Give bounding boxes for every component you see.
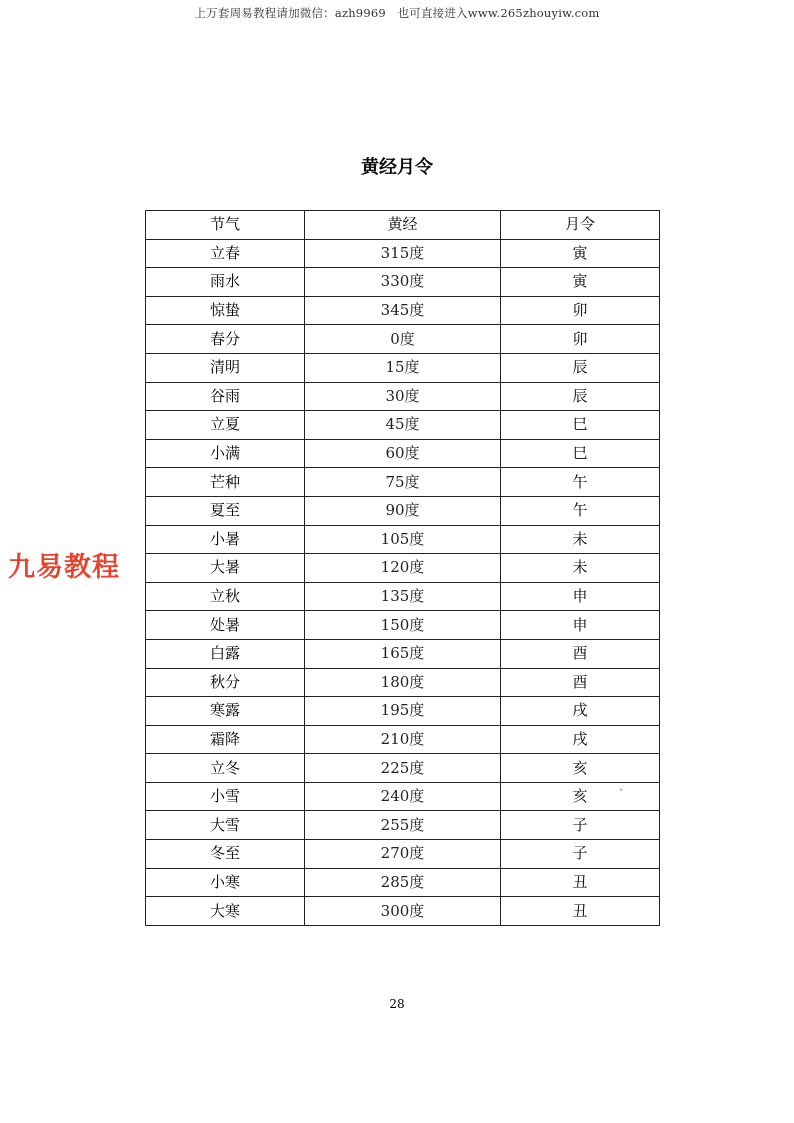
ecliptic-longitude-cell: 150度 — [305, 611, 501, 640]
month-branch-cell: 寅 — [501, 239, 660, 268]
table-row — [146, 382, 660, 411]
month-branch-cell: 申 — [501, 582, 660, 611]
table-row — [146, 239, 660, 268]
ecliptic-longitude-cell: 135度 — [305, 582, 501, 611]
table-row — [146, 668, 660, 697]
solar-term-cell: 小寒 — [146, 868, 305, 897]
month-branch-cell: 子 — [501, 811, 660, 840]
table-row — [146, 611, 660, 640]
table-row — [146, 439, 660, 468]
table-row — [146, 754, 660, 783]
table-row — [146, 296, 660, 325]
table-row — [146, 697, 660, 726]
month-branch-cell: 亥 — [501, 782, 660, 811]
month-branch-cell: 酉 — [501, 639, 660, 668]
table-row — [146, 268, 660, 297]
table-row — [146, 897, 660, 926]
solar-term-cell: 冬至 — [146, 840, 305, 869]
solar-term-cell: 立夏 — [146, 411, 305, 440]
ecliptic-longitude-cell: 0度 — [305, 325, 501, 354]
ecliptic-longitude-cell: 225度 — [305, 754, 501, 783]
month-branch-cell: 午 — [501, 468, 660, 497]
month-branch-cell: 亥 — [501, 754, 660, 783]
ecliptic-longitude-cell: 255度 — [305, 811, 501, 840]
solar-term-cell: 白露 — [146, 639, 305, 668]
page-header: 上万套周易教程请加微信：azh9969 也可直接进入www.265zhouyiw.com — [194, 6, 600, 20]
table-row — [146, 468, 660, 497]
solar-term-cell: 立秋 — [146, 582, 305, 611]
table-row — [146, 725, 660, 754]
document-title: 黄经月令 — [361, 157, 433, 178]
ecliptic-longitude-cell: 285度 — [305, 868, 501, 897]
solar-term-cell: 处暑 — [146, 611, 305, 640]
month-branch-cell: 巳 — [501, 439, 660, 468]
solar-term-cell: 清明 — [146, 353, 305, 382]
solar-term-cell: 芒种 — [146, 468, 305, 497]
month-branch-cell: 丑 — [501, 868, 660, 897]
table-row — [146, 353, 660, 382]
month-branch-cell: 未 — [501, 554, 660, 583]
table-row — [146, 782, 660, 811]
solar-term-cell: 惊蛰 — [146, 296, 305, 325]
column-header-month-branch: 月令 — [501, 211, 660, 240]
table-row — [146, 525, 660, 554]
table-body — [146, 239, 660, 925]
solar-term-cell: 大暑 — [146, 554, 305, 583]
solar-term-cell: 霜降 — [146, 725, 305, 754]
ecliptic-longitude-cell: 45度 — [305, 411, 501, 440]
solar-term-cell: 立春 — [146, 239, 305, 268]
table-row — [146, 554, 660, 583]
solar-term-cell: 立冬 — [146, 754, 305, 783]
solar-term-cell: 秋分 — [146, 668, 305, 697]
solar-term-cell: 大寒 — [146, 897, 305, 926]
table-row — [146, 811, 660, 840]
column-header-ecliptic-longitude: 黄经 — [305, 211, 501, 240]
table-row — [146, 496, 660, 525]
solar-term-cell: 小暑 — [146, 525, 305, 554]
ecliptic-longitude-cell: 330度 — [305, 268, 501, 297]
month-branch-cell: 戌 — [501, 725, 660, 754]
column-header-solar-term: 节气 — [146, 211, 305, 240]
table-row — [146, 582, 660, 611]
month-branch-cell: 午 — [501, 496, 660, 525]
solar-term-cell: 雨水 — [146, 268, 305, 297]
ecliptic-longitude-cell: 165度 — [305, 639, 501, 668]
month-branch-cell: 辰 — [501, 382, 660, 411]
ecliptic-longitude-cell: 120度 — [305, 554, 501, 583]
table-row — [146, 840, 660, 869]
month-branch-cell: 子 — [501, 840, 660, 869]
month-branch-cell: 辰 — [501, 353, 660, 382]
solar-term-cell: 夏至 — [146, 496, 305, 525]
month-branch-cell: 巳 — [501, 411, 660, 440]
ecliptic-longitude-cell: 15度 — [305, 353, 501, 382]
ecliptic-longitude-cell: 270度 — [305, 840, 501, 869]
month-branch-cell: 寅 — [501, 268, 660, 297]
solar-term-cell: 寒露 — [146, 697, 305, 726]
solar-term-cell: 春分 — [146, 325, 305, 354]
table-header-row — [146, 211, 660, 240]
ecliptic-longitude-cell: 30度 — [305, 382, 501, 411]
watermark-logo: 九易教程 — [8, 552, 120, 583]
month-branch-cell: 丑 — [501, 897, 660, 926]
month-branch-cell: 卯 — [501, 325, 660, 354]
month-branch-cell: 申 — [501, 611, 660, 640]
ecliptic-longitude-cell: 75度 — [305, 468, 501, 497]
table-row — [146, 411, 660, 440]
page-number: 28 — [389, 997, 405, 1011]
ecliptic-longitude-cell: 90度 — [305, 496, 501, 525]
ecliptic-longitude-cell: 345度 — [305, 296, 501, 325]
ecliptic-longitude-cell: 195度 — [305, 697, 501, 726]
solar-terms-table — [145, 210, 660, 926]
table-row — [146, 639, 660, 668]
table-row — [146, 868, 660, 897]
month-branch-cell: 酉 — [501, 668, 660, 697]
ecliptic-longitude-cell: 60度 — [305, 439, 501, 468]
ecliptic-longitude-cell: 300度 — [305, 897, 501, 926]
table-row — [146, 325, 660, 354]
solar-term-cell: 小满 — [146, 439, 305, 468]
month-branch-cell: 卯 — [501, 296, 660, 325]
ecliptic-longitude-cell: 180度 — [305, 668, 501, 697]
solar-term-cell: 小雪 — [146, 782, 305, 811]
ecliptic-longitude-cell: 240度 — [305, 782, 501, 811]
ecliptic-longitude-cell: 315度 — [305, 239, 501, 268]
month-branch-cell: 戌 — [501, 697, 660, 726]
ecliptic-longitude-cell: 105度 — [305, 525, 501, 554]
ecliptic-longitude-cell: 210度 — [305, 725, 501, 754]
solar-term-cell: 大雪 — [146, 811, 305, 840]
month-branch-cell: 未 — [501, 525, 660, 554]
solar-term-cell: 谷雨 — [146, 382, 305, 411]
stray-mark: ˇ — [619, 789, 624, 799]
